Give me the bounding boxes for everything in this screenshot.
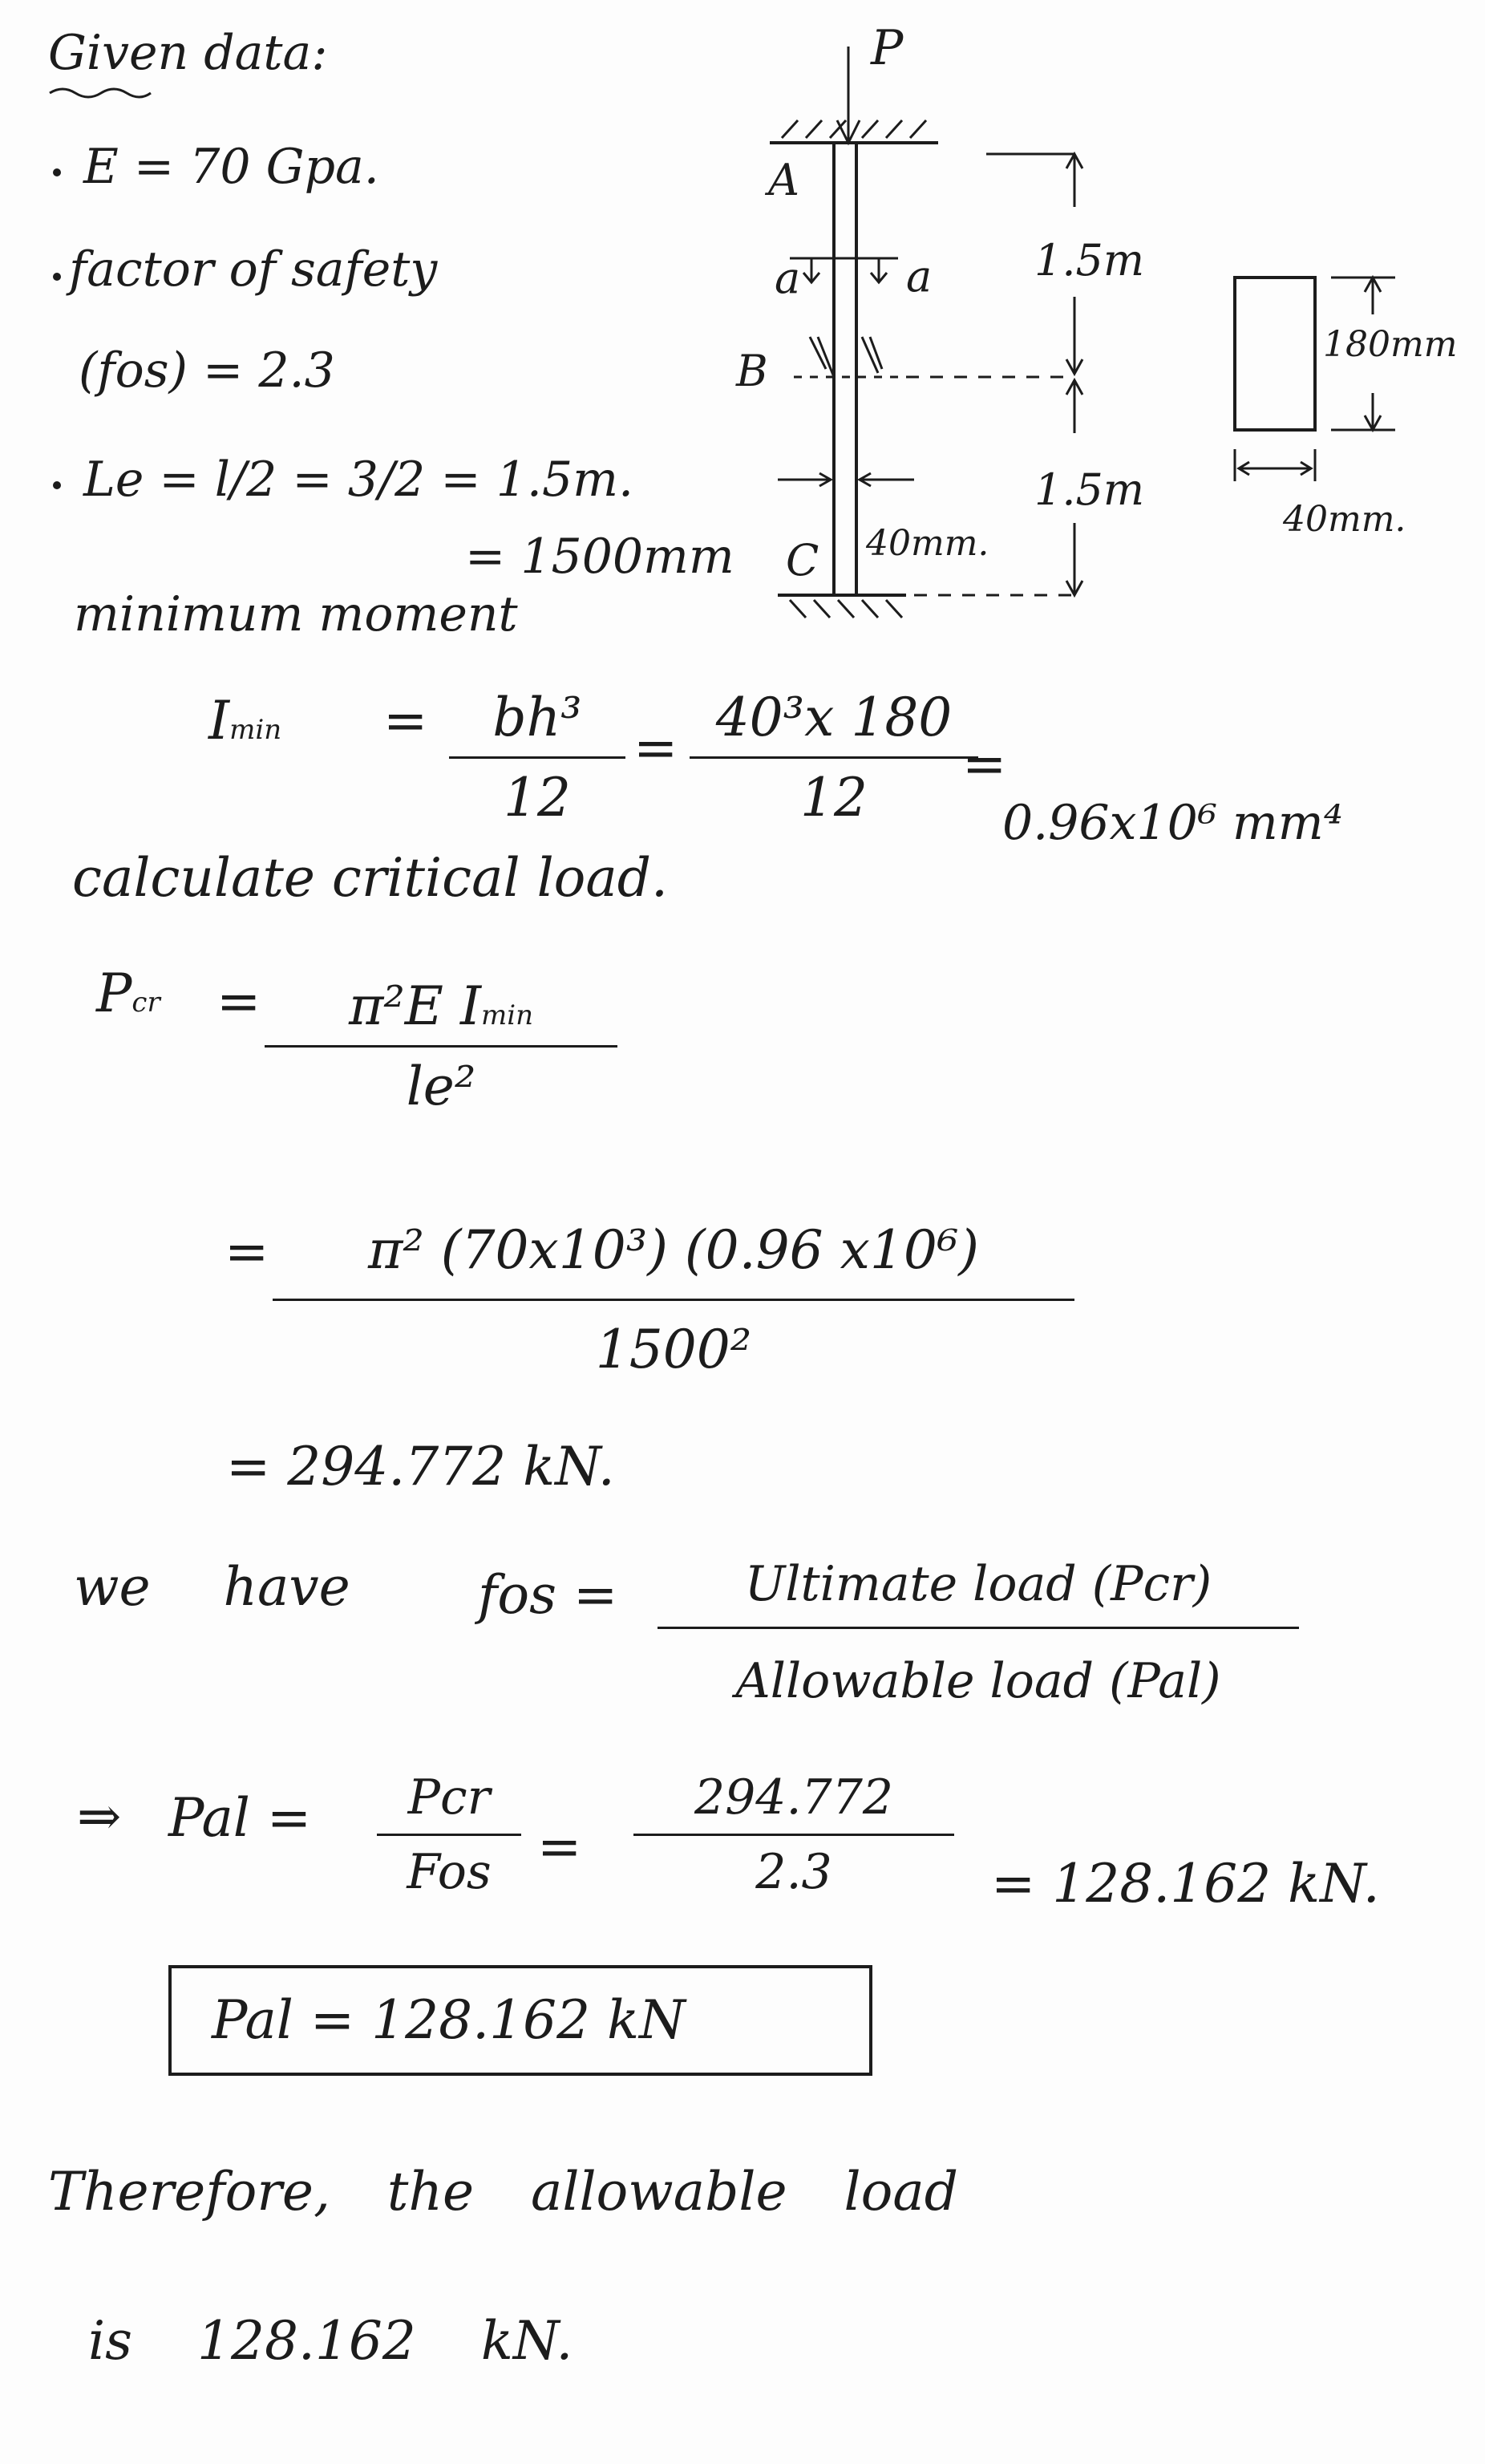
cross-width-label: 40mm. xyxy=(1283,499,1406,540)
imin-eq-3: = xyxy=(962,733,1007,795)
critical-heading: calculate critical load. xyxy=(72,847,668,909)
pcr-num: π²E Imin xyxy=(348,975,534,1037)
section-left-label: a xyxy=(775,253,801,303)
width-label: 40mm. xyxy=(866,523,989,564)
imin-result: 0.96x10⁶ mm⁴ xyxy=(1002,795,1343,851)
pcr-den: le² xyxy=(406,1056,476,1117)
fos-label: factor of safety xyxy=(69,241,438,298)
pal-fraction-1 xyxy=(377,1769,521,1900)
point-b-label: B xyxy=(736,346,768,396)
pcr-sub-fraction xyxy=(273,1219,1074,1380)
point-c-label: C xyxy=(786,535,819,586)
dim-bottom-label: 1.5m xyxy=(1034,464,1145,515)
conclusion-line-2: is 128.162 kN. xyxy=(88,2310,573,2372)
load-label: P xyxy=(871,20,904,76)
ratio-lhs: fos = xyxy=(478,1564,618,1626)
le-line: Le = l/2 = 3/2 = 1.5m. xyxy=(83,452,634,508)
le-mm: = 1500mm xyxy=(465,529,734,585)
moment-heading: minimum moment xyxy=(74,586,518,642)
answer-box xyxy=(168,1965,872,2076)
pal-den-2: 2.3 xyxy=(755,1844,832,1900)
imin-den-1: 12 xyxy=(504,767,571,829)
imin-fraction-2 xyxy=(690,687,978,829)
pcr-lhs: Pcr xyxy=(96,962,160,1024)
pcr-sub-eq: = xyxy=(225,1221,269,1283)
imin-den-2: 12 xyxy=(800,767,868,829)
pal-lhs: Pal = xyxy=(168,1787,312,1849)
imin-eq-2: = xyxy=(633,717,678,779)
pcr-sub-den: 1500² xyxy=(595,1319,752,1380)
imin-lhs: Imin xyxy=(208,690,282,752)
ratio-lead: we have xyxy=(74,1556,350,1618)
section-right-label: a xyxy=(906,251,933,302)
pcr-result: = 294.772 kN. xyxy=(226,1436,615,1497)
conclusion-line-1: Therefore, the allowable load xyxy=(48,2161,958,2223)
imin-eq: = xyxy=(383,690,428,752)
pcr-eq: = xyxy=(216,971,261,1032)
imin-num-1: bh³ xyxy=(492,687,582,748)
ratio-den: Allowable load (Pal) xyxy=(735,1653,1221,1709)
answer-text: Pal = 128.162 kN xyxy=(212,1989,686,2051)
pal-fraction-2 xyxy=(633,1769,954,1900)
imin-fraction-1 xyxy=(449,687,625,829)
pal-den-1: Fos xyxy=(407,1844,492,1900)
implies-arrow: ⇒ xyxy=(77,1785,122,1847)
fos-value: (fos) = 2.3 xyxy=(79,342,335,399)
ratio-fraction xyxy=(658,1556,1299,1709)
pal-num-1: Pcr xyxy=(407,1769,491,1826)
e-line: E = 70 Gpa. xyxy=(83,139,379,195)
pal-num-2: 294.772 xyxy=(694,1769,894,1826)
dim-top-label: 1.5m xyxy=(1034,235,1145,286)
pal-eq: = xyxy=(537,1816,582,1878)
pcr-sub-num: π² (70x10³) (0.96 x10⁶) xyxy=(367,1219,980,1281)
given-heading: Given data: xyxy=(48,25,328,81)
ratio-num: Ultimate load (Pcr) xyxy=(744,1556,1212,1612)
cross-height-label: 180mm xyxy=(1323,324,1458,365)
pcr-fraction xyxy=(265,975,617,1117)
column-diagram xyxy=(0,0,1485,658)
imin-num-2: 40³x 180 xyxy=(715,687,953,748)
pal-result: = 128.162 kN. xyxy=(991,1853,1380,1915)
point-a-label: A xyxy=(768,155,799,205)
